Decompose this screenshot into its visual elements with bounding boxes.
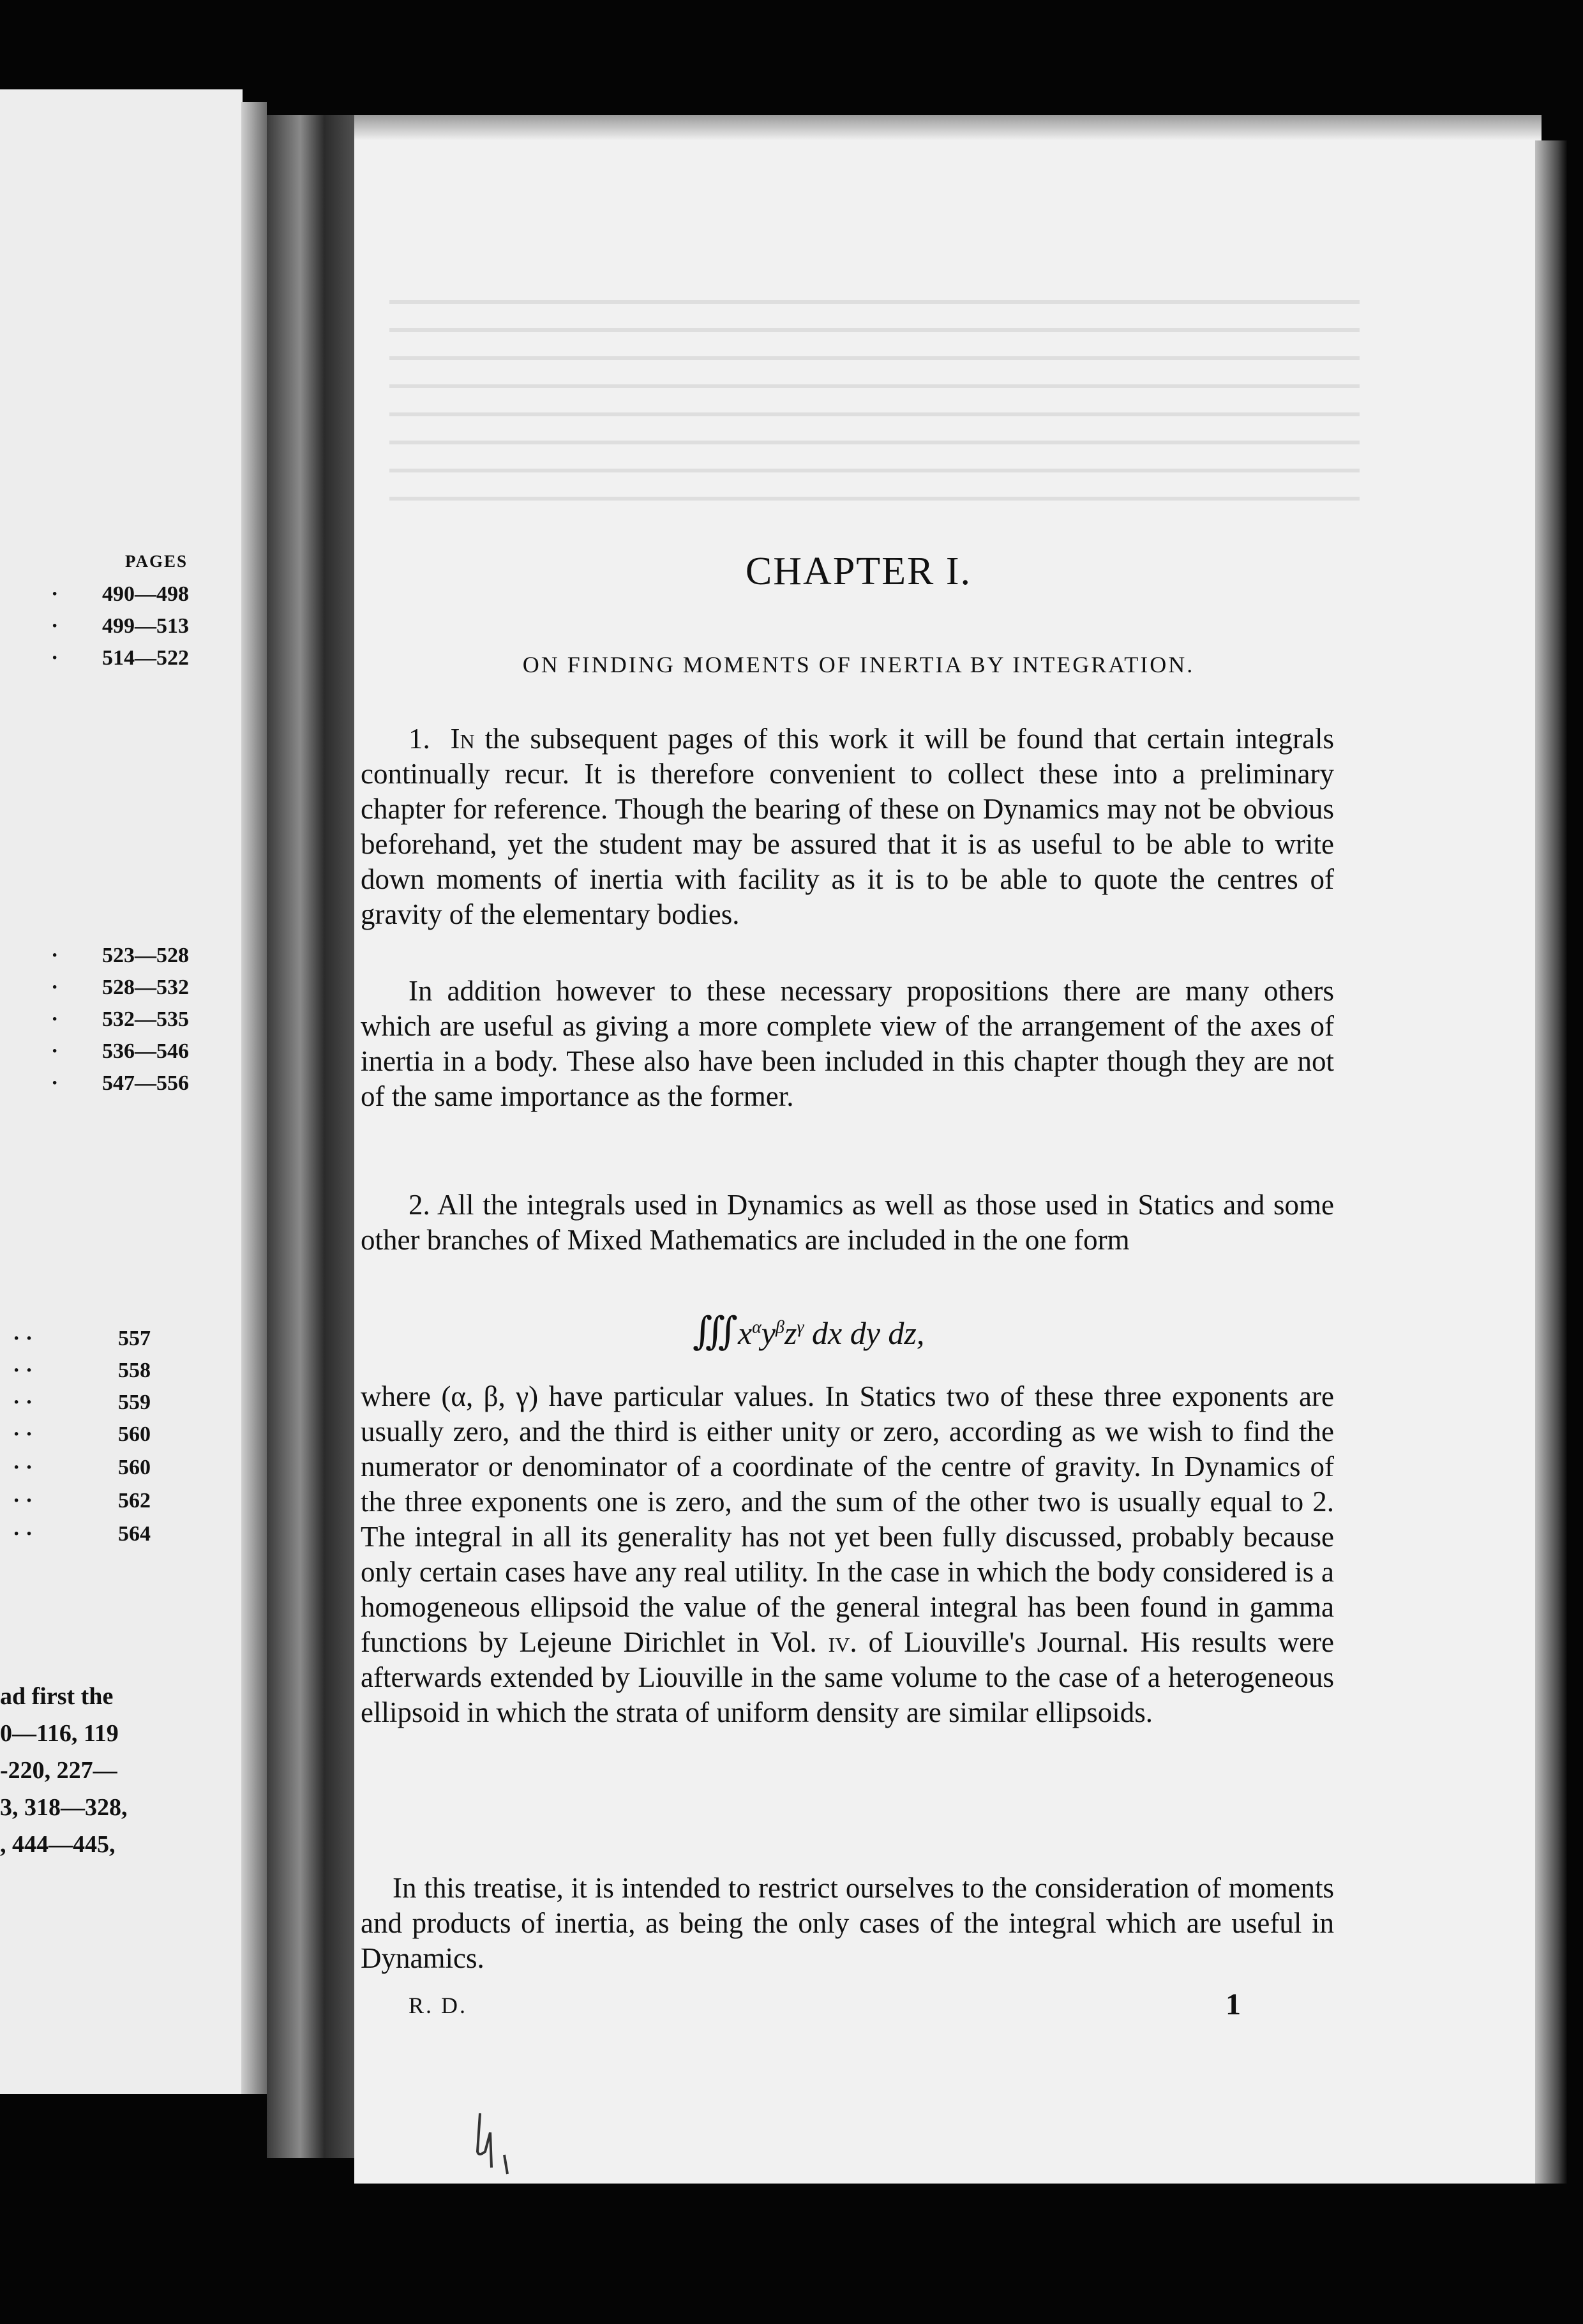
paragraph-5: In this treatise, it is intended to restrict ourselves to the consideration of moments and products of inertia, as being the only cases of the integral which are useful in Dynamics. <box>361 1872 1334 1974</box>
contents-row: · 528—532 <box>51 976 189 999</box>
pages-heading: PAGES <box>125 552 188 571</box>
chapter-title: CHAPTER I. <box>745 550 972 593</box>
left-text-fragment: 3, 318—328, <box>0 1794 128 1821</box>
contents-row: · · 557 <box>13 1327 151 1350</box>
left-text-fragment: -220, 227— <box>0 1757 117 1784</box>
contents-row: · 523—528 <box>51 944 189 967</box>
contents-row: · · 560 <box>13 1422 151 1446</box>
left-text-fragment: ad first the <box>0 1683 114 1710</box>
section-number: 2. <box>409 1189 430 1221</box>
left-text-fragment: 0—116, 119 <box>0 1720 119 1747</box>
contents-row: · 499—513 <box>51 614 189 638</box>
contents-row: · · 562 <box>13 1489 151 1513</box>
handwritten-mark <box>472 2107 530 2177</box>
book-gutter <box>267 115 363 2158</box>
left-page-edge <box>241 102 267 2094</box>
paragraph-4: where (α, β, γ) have particular values. In Statics two of these three exponents are usually zero, and the third is either unity or zero, according as we wish to find the numerator or denominator of a coordinate of the centre of gravity. In Dynamics of the three exponents one is zero, and the sum of the other two is usually equal to 2. The integral in all its generality has not yet been fully discussed, probably because only certain cases have any real utility. In the case in which the body considered is a homogeneous ellipsoid the value of the general integral has been found in gamma functions by Lejeune Dirichlet in Vol. iv. of Liouville's Journal. His results were afterwards extended by Liouville in the same volume to the case of a heterogeneous ellipsoid in which the strata of uniform density are similar ellipsoids. <box>361 1380 1335 1728</box>
section-number: 1. <box>409 723 430 755</box>
paragraph-1: 1. In the subsequent pages of this work it will be found that certain integrals continually recur. It is therefore convenient to collect these into a preliminary chapter for reference. Though the bearing of these on Dynamics may not be obvious beforehand, yet the student may be assured that it is as useful to be able to write down moments of inertia with facility as it is to be able to quote the centres of gravity of the elementary bodies. <box>361 723 1335 930</box>
contents-row: · · 558 <box>13 1359 151 1382</box>
signature-mark: R. D. <box>409 1993 468 2018</box>
paragraph-lead-word: In <box>450 723 475 755</box>
chapter-subtitle: ON FINDING MOMENTS OF INERTIA BY INTEGRATION. <box>522 652 1195 677</box>
contents-row: · 532—535 <box>51 1007 189 1031</box>
contents-row: · · 560 <box>13 1456 151 1479</box>
right-page-edge <box>1535 140 1567 2184</box>
paragraph-3: 2. All the integrals used in Dynamics as well as those used in Statics and some other branches of Mixed Mathematics are included in the one form <box>361 1189 1334 1256</box>
show-through-text <box>389 300 1360 511</box>
right-page-top-edge <box>354 115 1542 140</box>
contents-row: · · 559 <box>13 1391 151 1414</box>
contents-row: · 547—556 <box>51 1071 189 1095</box>
contents-row: · 490—498 <box>51 582 189 606</box>
left-text-fragment: , 444—445, <box>0 1831 116 1858</box>
integral-formula: $∭x^\alpha y^\beta z^\gamma$ dx dy dz, <box>693 1310 925 1352</box>
contents-row: · · 564 <box>13 1522 151 1546</box>
paragraph-2: In addition however to these necessary propositions there are many others which are useful as giving a more complete view of the arrangement of the axes of inertia in a body. These also have been included in this chapter though they are not of the same importance as the former. <box>361 975 1334 1112</box>
page-number: 1 <box>1226 1988 1241 2021</box>
contents-row: · 536—546 <box>51 1039 189 1063</box>
contents-row: · 514—522 <box>51 646 189 670</box>
